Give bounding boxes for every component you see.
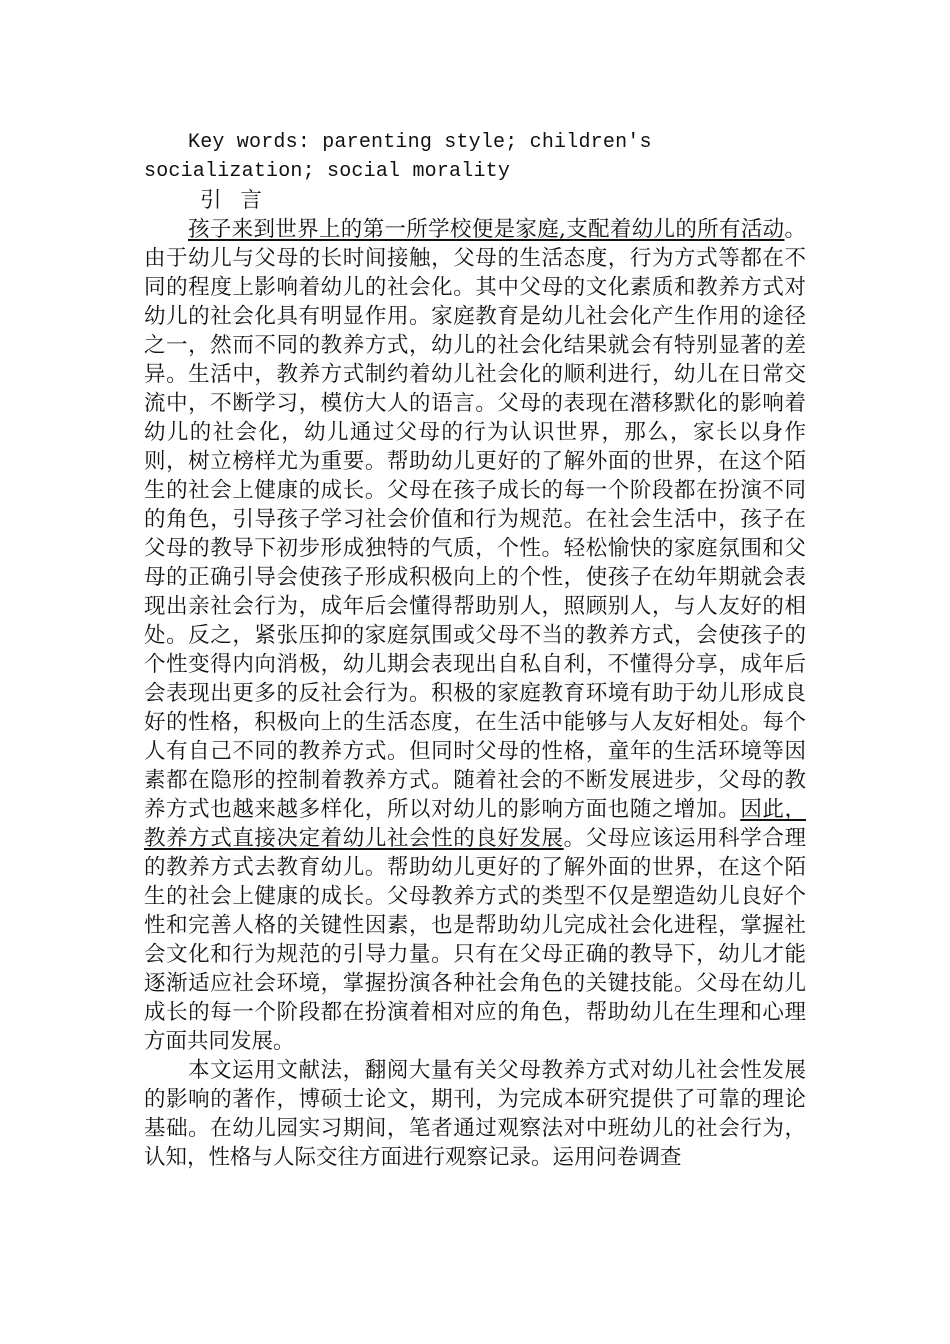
paragraph-1-text-a: 。由于幼儿与父母的长时间接触，父母的生活态度，行为方式等都在不同的程度上影响着幼儿的社会化。其中父母的文化素质和教养方式对幼儿的社会化具有明显作用。家庭教育是幼儿社会化产生作用的途径之一，然而不同的教养方式，幼儿的社会化结果就会有特别显著的差异。生活中，教养方式制约着幼儿社会化的顺利进行，幼儿在日常交流中，不断学习，模仿大人的语言。父母的表现在潜移默化的影响着幼儿的社会化，幼儿通过父母的行为认识世界，那么，家长以身作则，树立榜样尤为重要。帮助幼儿更好的了解外面的世界，在这个陌生的社会上健康的成长。父母在孩子成长的每一个阶段都在扮演不同的角色，引导孩子学习社会价值和行为规范。在社会生活中，孩子在父母的教导下初步形成独特的气质，个性。轻松愉快的家庭氛围和父母的正确引导会使孩子形成积极向上的个性，使孩子在幼年期就会表现出亲社会行为，成年后会懂得帮助别人，照顾别人，与人友好的相处。反之，紧张压抑的家庭氛围或父母不当的教养方式，会使孩子的个性变得内向消极，幼儿期会表现出自私自利，不懂得分享，成年后会表现出更多的反社会行为。积极的家庭教育环境有助于幼儿形成良好的性格，积极向上的生活态度，在生活中能够与人友好相处。每个人有自己不同的教养方式。但同时父母的性格，童年的生活环境等因素都在隐形的控制着教养方式。随着社会的不断发展进步，父母的教养方式也越来越多样化，所以对幼儿的影响方面也随之增加。 xyxy=(144,217,806,822)
underlined-sentence-1: 孩子来到世界上的第一所学校便是家庭,支配着幼儿的所有活动 xyxy=(188,217,785,242)
introduction-paragraph-1 xyxy=(144,215,806,1056)
introduction-paragraph-2: 本文运用文献法，翻阅大量有关父母教养方式对幼儿社会性发展的影响的著作，博硕士论文，期刊，为完成本研究提供了可靠的理论基础。在幼儿园实习期间，笔者通过观察法对中班幼儿的社会行为，认知，性格与人际交往方面进行观察记录。运用问卷调查 xyxy=(144,1058,806,1170)
underlined-sentence-2: 因此，教养方式直接决定着幼儿社会性的良好发展 xyxy=(144,797,806,851)
paragraph-1-text-b: 。父母应该运用科学合理的教养方式去教育幼儿。帮助幼儿更好的了解外面的世界，在这个陌生的社会上健康的成长。父母教养方式的类型不仅是塑造幼儿良好个性和完善人格的关键性因素，也是帮助幼儿完成社会化进程，掌握社会文化和行为规范的引导力量。只有在父母正确的教导下，幼儿才能逐渐适应社会环境，掌握扮演各种社会角色的关键技能。父母在幼儿成长的每一个阶段都在扮演着相对应的角色，帮助幼儿在生理和心理方面共同发展。 xyxy=(144,826,806,1054)
document-page xyxy=(144,128,806,1172)
section-heading-introduction: 引 言 xyxy=(200,188,268,213)
keywords-line: Key words: parenting style; children's socialization; social morality xyxy=(144,131,652,183)
